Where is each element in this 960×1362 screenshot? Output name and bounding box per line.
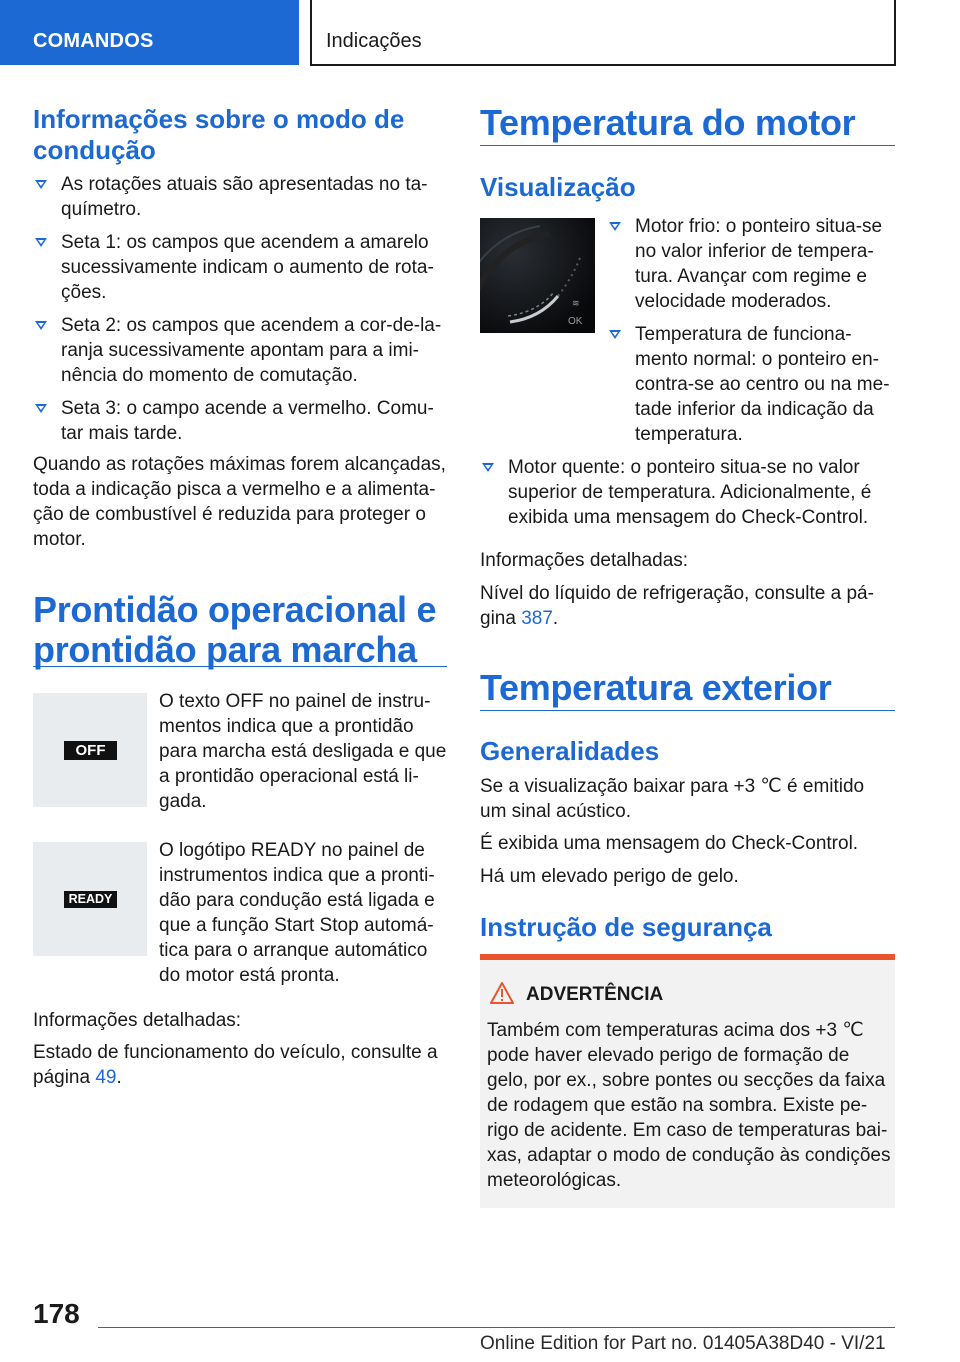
coolant-icon: ≋ <box>572 298 580 308</box>
general-paragraph-1: Se a visualização baixar para +3 ℃ é emitido um sinal acústico. <box>480 776 865 822</box>
general-paragraph-2: É exibida uma mensagem do Check-Control. <box>480 833 859 854</box>
list-item: Seta 3: o campo acende a vermelho. Comu-tar mais tarde. <box>33 396 447 446</box>
edition-text: Online Edition for Part no. 01405A38D40 - VI/21 <box>480 1333 886 1354</box>
off-badge: OFF <box>64 741 117 760</box>
warning-title: ADVERTÊNCIA <box>526 984 664 1005</box>
left-details-label: Informações detalhadas: <box>33 1010 242 1031</box>
page-number: 178 <box>33 1298 80 1329</box>
section-rule <box>480 145 895 146</box>
list-item: As rotações atuais são apresentadas no ta-químetro. <box>33 172 447 222</box>
ready-badge: READY <box>64 891 117 908</box>
triangle-bullet-icon <box>35 180 47 189</box>
section-rule <box>480 710 895 711</box>
list-item: Temperatura de funciona-mento normal: o ponteiro en-contra-se ao centro ou na me-tade inferior da indicação da temperatura. <box>607 322 897 447</box>
ready-description-wrap <box>33 838 447 988</box>
warning-text: Também com temperaturas acima dos +3 ℃ pode haver elevado perigo de formação de gelo, por ex., sobre pontes ou secções da faixa de rodagem que estão na sombra. Existe pe-rigo de acidente. Em caso de temperaturas bai-xas, adaptar o modo de condução às condições meteorológicas. <box>487 1020 891 1191</box>
section-label: COMANDOS <box>33 30 154 52</box>
list-item: Seta 2: os campos que acendem a cor-de-la-ranja sucessivamente apontam para a imi-nência do momento de comutação. <box>33 313 447 388</box>
temperature-gauge-graphic <box>480 218 595 333</box>
warning-triangle-icon <box>490 982 514 1004</box>
general-paragraph-3: Há um elevado perigo de gelo. <box>480 866 739 887</box>
section-rule <box>33 666 447 667</box>
list-item: Motor quente: o ponteiro situa-se no valor superior de temperatura. Adicionalmente, é exibida uma mensagem do Check-Control. <box>480 455 895 530</box>
subsection-box <box>310 0 896 66</box>
general-heading: Generalidades <box>480 736 660 766</box>
outside-temp-heading: Temperatura exterior <box>480 667 832 708</box>
display-heading: Visualização <box>480 172 636 202</box>
section-tab <box>0 0 299 65</box>
page-link-387[interactable]: 387 <box>521 608 553 629</box>
engine-temp-heading: Temperatura do motor <box>480 102 856 143</box>
subsection-label: Indicações <box>326 30 422 52</box>
readiness-heading: Prontidão operacional e prontidão para marcha <box>33 589 437 670</box>
list-item: Motor frio: o ponteiro situa-se no valor inferior de tempera-tura. Avançar com regime e velocidade moderados. <box>607 214 897 314</box>
left-details-text: Estado de funcionamento do veículo, consulte a página 49. <box>33 1042 438 1088</box>
drive-mode-paragraph: Quando as rotações máximas forem alcançadas, toda a indicação pisca a vermelho e a alimenta-ção de combustível é reduzida para proteger o motor. <box>33 454 446 550</box>
triangle-bullet-icon <box>35 238 47 247</box>
footer-rule <box>98 1327 895 1328</box>
ready-description: O logótipo READY no painel de instrumentos indica que a pronti-dão para condução está ligada e que a função Start Stop automá-tica para o arranque automático do motor está pronta. <box>159 840 435 986</box>
triangle-bullet-icon <box>482 463 494 472</box>
off-indicator-image <box>33 693 147 807</box>
list-item: Seta 1: os campos que acendem a amarelo sucessivamente indicam o aumento de rota-ções. <box>33 230 447 305</box>
triangle-bullet-icon <box>35 404 47 413</box>
drive-mode-list <box>33 172 447 454</box>
triangle-bullet-icon <box>609 330 621 339</box>
engine-temp-list-long <box>480 455 895 538</box>
gauge-ok-label: OK <box>568 316 583 327</box>
page-link-49[interactable]: 49 <box>95 1067 117 1088</box>
temperature-gauge-image <box>480 218 595 333</box>
right-details-text: Nível do líquido de refrigeração, consulte a pá-gina 387. <box>480 583 874 629</box>
safety-heading: Instrução de segurança <box>480 912 772 942</box>
triangle-bullet-icon <box>35 321 47 330</box>
engine-temp-list-short <box>607 214 897 455</box>
triangle-bullet-icon <box>609 222 621 231</box>
off-description: O texto OFF no painel de instru-mentos indica que a prontidão para marcha está desligada e que a prontidão operacional está li-gada. <box>159 691 447 812</box>
warning-box <box>480 954 895 1208</box>
drive-mode-heading: Informações sobre o modo de condução <box>33 104 405 165</box>
right-details-label: Informações detalhadas: <box>480 550 689 571</box>
